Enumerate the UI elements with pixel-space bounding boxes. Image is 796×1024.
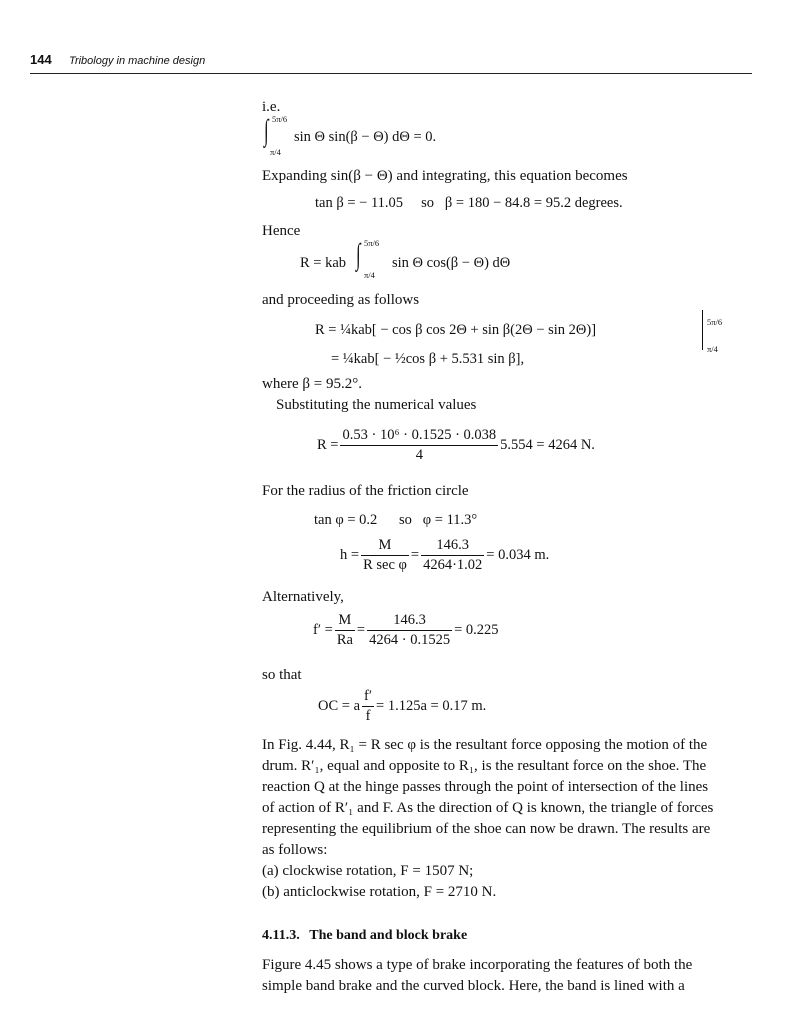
eq6-lhs: R = [317, 436, 339, 453]
header-rule [30, 73, 752, 74]
paragraph-2 [262, 955, 762, 997]
eq4-lower-limit: π/4 [707, 344, 718, 354]
paragraph-1 [262, 735, 762, 903]
equation-6 [317, 428, 595, 462]
eq8-lhs: h = [340, 546, 360, 563]
paragraph-2-line: simple band brake and the curved block. Here, the band is lined with a [262, 978, 685, 994]
paragraph-1-line: (b) anticlockwise rotation, F = 2710 N. [262, 884, 497, 900]
equation-5: = ¼kab[ − ½cos β + 5.531 sin β], [331, 351, 525, 367]
paragraph-1-line: In Fig. 4.44, R₁ = R sec φ is the resultant force opposing the motion of the [262, 737, 708, 753]
eq9-fraction-1 [335, 613, 355, 647]
eq8-equals: = [410, 546, 420, 563]
equation-10 [318, 689, 486, 723]
section-title: The band and block brake [309, 928, 468, 943]
text-where: where β = 95.2°. [262, 376, 362, 392]
running-header [30, 52, 205, 67]
eq9-numerator-2: 146.3 [393, 612, 426, 628]
text-ie: i.e. [262, 99, 281, 115]
eq9-numerator-1: M [338, 612, 352, 628]
eq8-rhs: = 0.034 m. [486, 546, 550, 563]
eq9-denominator-2: 4264 · 0.1525 [369, 631, 451, 648]
paragraph-1-line: drum. R′₁, equal and opposite to R₁, is the resultant force on the shoe. The [262, 758, 707, 774]
equation-8 [340, 538, 549, 572]
eq6-fraction [340, 428, 498, 462]
paragraph-1-line: reaction Q at the hinge passes through the point of intersection of the lines [262, 779, 709, 795]
evaluation-bar [702, 310, 703, 350]
section-heading [262, 929, 467, 943]
eq6-rhs: 5.554 = 4264 N. [500, 436, 595, 453]
equation-7: tan φ = 0.2 so φ = 11.3° [314, 512, 478, 528]
paragraph-1-line: of action of R′₁ and F. As the direction of Q is known, the triangle of forces [262, 800, 714, 816]
equation-3-rhs: sin Θ cos(β − Θ) dΘ [392, 255, 511, 271]
equation-3-lhs: R = kab [300, 255, 347, 271]
eq8-denominator-1: R sec φ [363, 556, 407, 573]
eq9-rhs: = 0.225 [454, 621, 499, 638]
text-so-that: so that [262, 667, 302, 683]
eq10-numerator: f′ [364, 688, 373, 704]
paragraph-1-line: representing the equilibrium of the shoe can now be drawn. The results are [262, 821, 711, 837]
eq8-denominator-2: 4264·1.02 [423, 556, 483, 573]
int1-upper-limit: 5π/6 [272, 114, 288, 124]
eq10-lhs: OC = a [318, 697, 361, 714]
eq10-fraction [362, 689, 374, 723]
eq6-denominator: 4 [340, 445, 498, 463]
eq10-denominator: f [362, 706, 374, 724]
equation-9 [313, 613, 499, 647]
eq9-equals: = [356, 621, 366, 638]
eq8-fraction-2 [421, 538, 484, 572]
text-hence: Hence [262, 223, 301, 239]
eq9-lhs: f′ = [313, 621, 333, 638]
equation-1: sin Θ sin(β − Θ) dΘ = 0. [294, 129, 437, 145]
equation-4: R = ¼kab[ − cos β cos 2Θ + sin β(2Θ − sin 2Θ)] [315, 322, 597, 338]
eq9-denominator-1: Ra [336, 631, 353, 648]
page-number: 144 [30, 52, 52, 67]
eq4-upper-limit: 5π/6 [707, 317, 723, 327]
text-expanding: Expanding sin(β − Θ) and integrating, this equation becomes [262, 168, 628, 184]
eq8-fraction-1 [361, 538, 409, 572]
integral-sign-2: ∫ [356, 238, 361, 271]
paragraph-1-line: (a) clockwise rotation, F = 1507 N; [262, 863, 474, 879]
text-substituting: Substituting the numerical values [276, 397, 477, 413]
int1-lower-limit: π/4 [270, 147, 281, 157]
eq10-rhs: = 1.125a = 0.17 m. [376, 697, 487, 714]
integral-sign-1: ∫ [264, 114, 269, 147]
text-alternatively: Alternatively, [262, 589, 344, 605]
eq8-numerator-2: 146.3 [436, 537, 469, 553]
eq6-numerator: 0.53 · 10⁶ · 0.1525 · 0.038 [342, 427, 497, 443]
equation-2: tan β = − 11.05 so β = 180 − 84.8 = 95.2 degrees. [315, 195, 623, 211]
int2-upper-limit: 5π/6 [364, 238, 380, 248]
running-title: Tribology in machine design [69, 55, 206, 67]
section-number: 4.11.3. [262, 928, 300, 943]
paragraph-1-line: as follows: [262, 842, 328, 858]
int2-lower-limit: π/4 [364, 270, 375, 280]
eq8-numerator-1: M [378, 537, 392, 553]
eq9-fraction-2 [367, 613, 452, 647]
text-proceeding: and proceeding as follows [262, 292, 420, 308]
paragraph-2-line: Figure 4.45 shows a type of brake incorporating the features of both the [262, 957, 693, 973]
text-radius: For the radius of the friction circle [262, 483, 469, 499]
